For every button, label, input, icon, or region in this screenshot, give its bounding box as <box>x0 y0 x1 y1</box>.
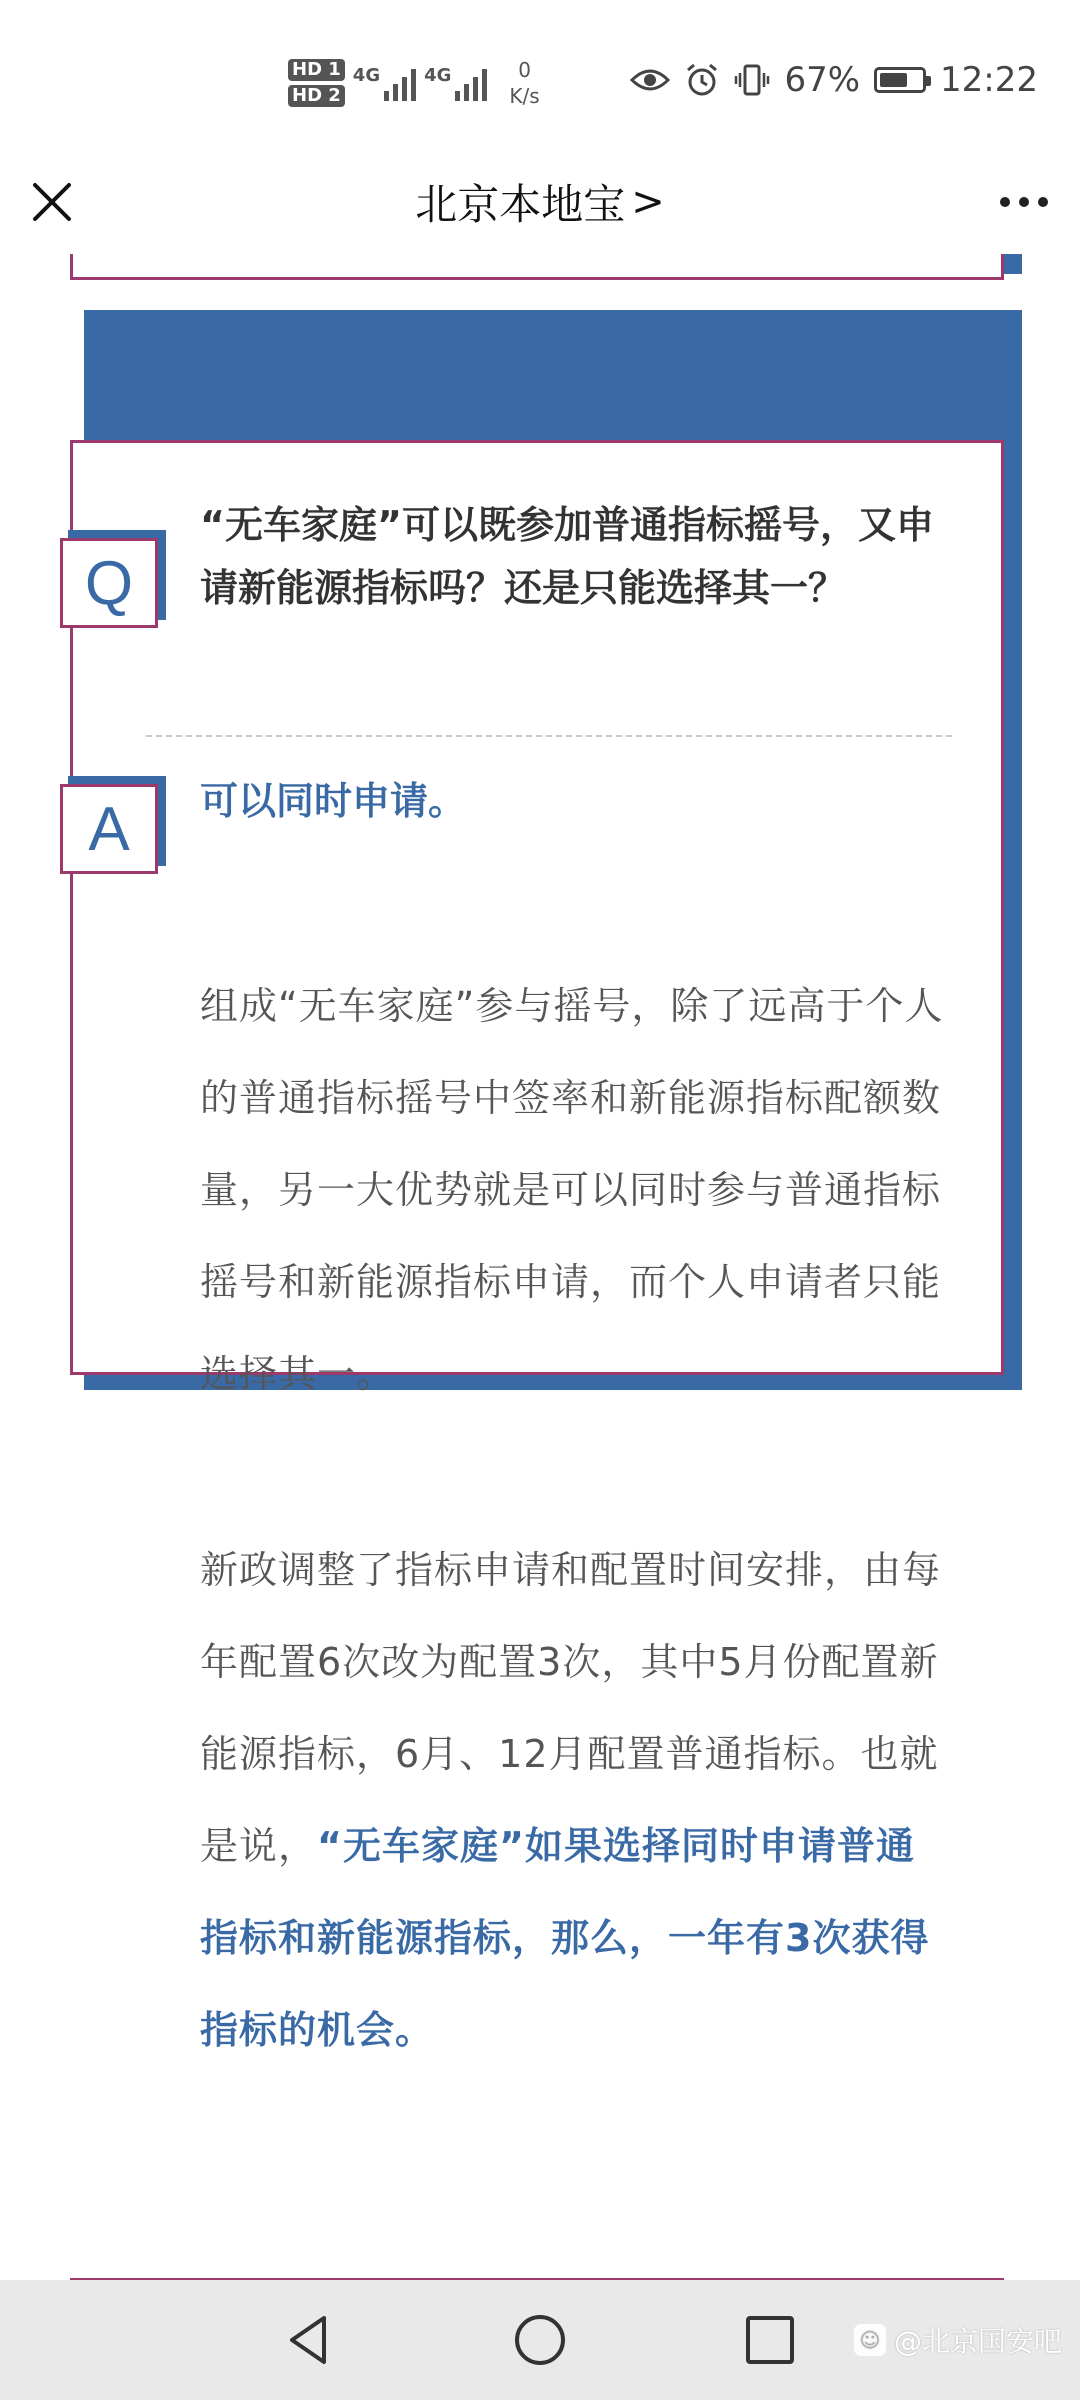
paragraph-2-highlight: “无车家庭”如果选择同时申请普通指标和新能源指标，那么，一年有3次获得指标的机会。 <box>200 1824 930 2052</box>
alarm-icon <box>684 62 720 98</box>
more-options-button[interactable] <box>990 172 1058 232</box>
hd2-label: HD 2 <box>288 85 345 107</box>
system-indicators <box>630 52 1038 108</box>
page-title-text: 北京本地宝 <box>415 180 626 229</box>
answer-badge-letter: A <box>60 784 158 874</box>
answer-badge <box>60 784 158 874</box>
question-text: “无车家庭”可以既参加普通指标摇号，又申请新能源指标吗？还是只能选择其一？ <box>200 503 934 610</box>
vibrate-icon <box>734 62 770 98</box>
watermark-text: @北京国安吧 <box>893 2325 1062 2358</box>
sim2-network-type: 4G <box>424 65 452 86</box>
question-badge-letter: Q <box>60 538 158 628</box>
clock: 12:22 <box>940 60 1038 100</box>
chevron-right-icon: > <box>631 179 665 225</box>
eye-icon <box>630 66 670 94</box>
battery-icon <box>874 67 926 93</box>
qa-divider <box>146 735 952 737</box>
page-title[interactable] <box>0 150 1080 254</box>
home-button[interactable] <box>510 2310 570 2370</box>
network-speed <box>509 57 539 109</box>
paragraph-2-text: 新政调整了指标申请和配置时间安排，由每年配置6次改为配置3次，其中5月份配置新能源指标，6月、12月配置普通指标。也就是说， <box>200 1548 942 1868</box>
battery-percent: 67% <box>784 60 861 100</box>
hd1-label: HD 1 <box>288 59 345 81</box>
speed-value: 0 <box>518 58 531 82</box>
question-badge <box>60 538 158 628</box>
answer-lead: 可以同时申请。 <box>200 779 467 823</box>
article-content[interactable] <box>0 254 1080 2280</box>
more-dot-icon <box>1038 197 1048 207</box>
recent-square-icon <box>740 2310 800 2370</box>
answer-paragraph-2 <box>200 1524 952 2076</box>
back-button[interactable] <box>280 2310 340 2370</box>
recent-apps-button[interactable] <box>740 2310 800 2370</box>
weibo-logo-icon: ☺ <box>854 2324 886 2356</box>
back-triangle-icon <box>280 2310 340 2370</box>
navigation-bar <box>0 2280 1080 2400</box>
answer-paragraph-1: 组成“无车家庭”参与摇号，除了远高于个人的普通指标摇号中签率和新能源指标配额数量，另一大优势就是可以同时参与普通指标摇号和新能源指标申请，而个人申请者只能选择其一。 <box>200 984 944 1396</box>
title-bar <box>0 150 1080 255</box>
signal-icon-sim2 <box>424 65 487 101</box>
previous-card-frame <box>70 254 1004 280</box>
signal-icon-sim1 <box>353 65 416 101</box>
status-bar <box>0 0 1080 150</box>
more-dot-icon <box>1000 197 1010 207</box>
sim1-network-type: 4G <box>352 65 381 86</box>
home-circle-icon <box>510 2310 570 2370</box>
speed-unit: K/s <box>509 84 540 108</box>
more-dot-icon <box>1019 197 1029 207</box>
network-indicators <box>288 48 540 118</box>
hd-voice-indicator <box>288 59 345 107</box>
watermark <box>854 2320 1062 2360</box>
